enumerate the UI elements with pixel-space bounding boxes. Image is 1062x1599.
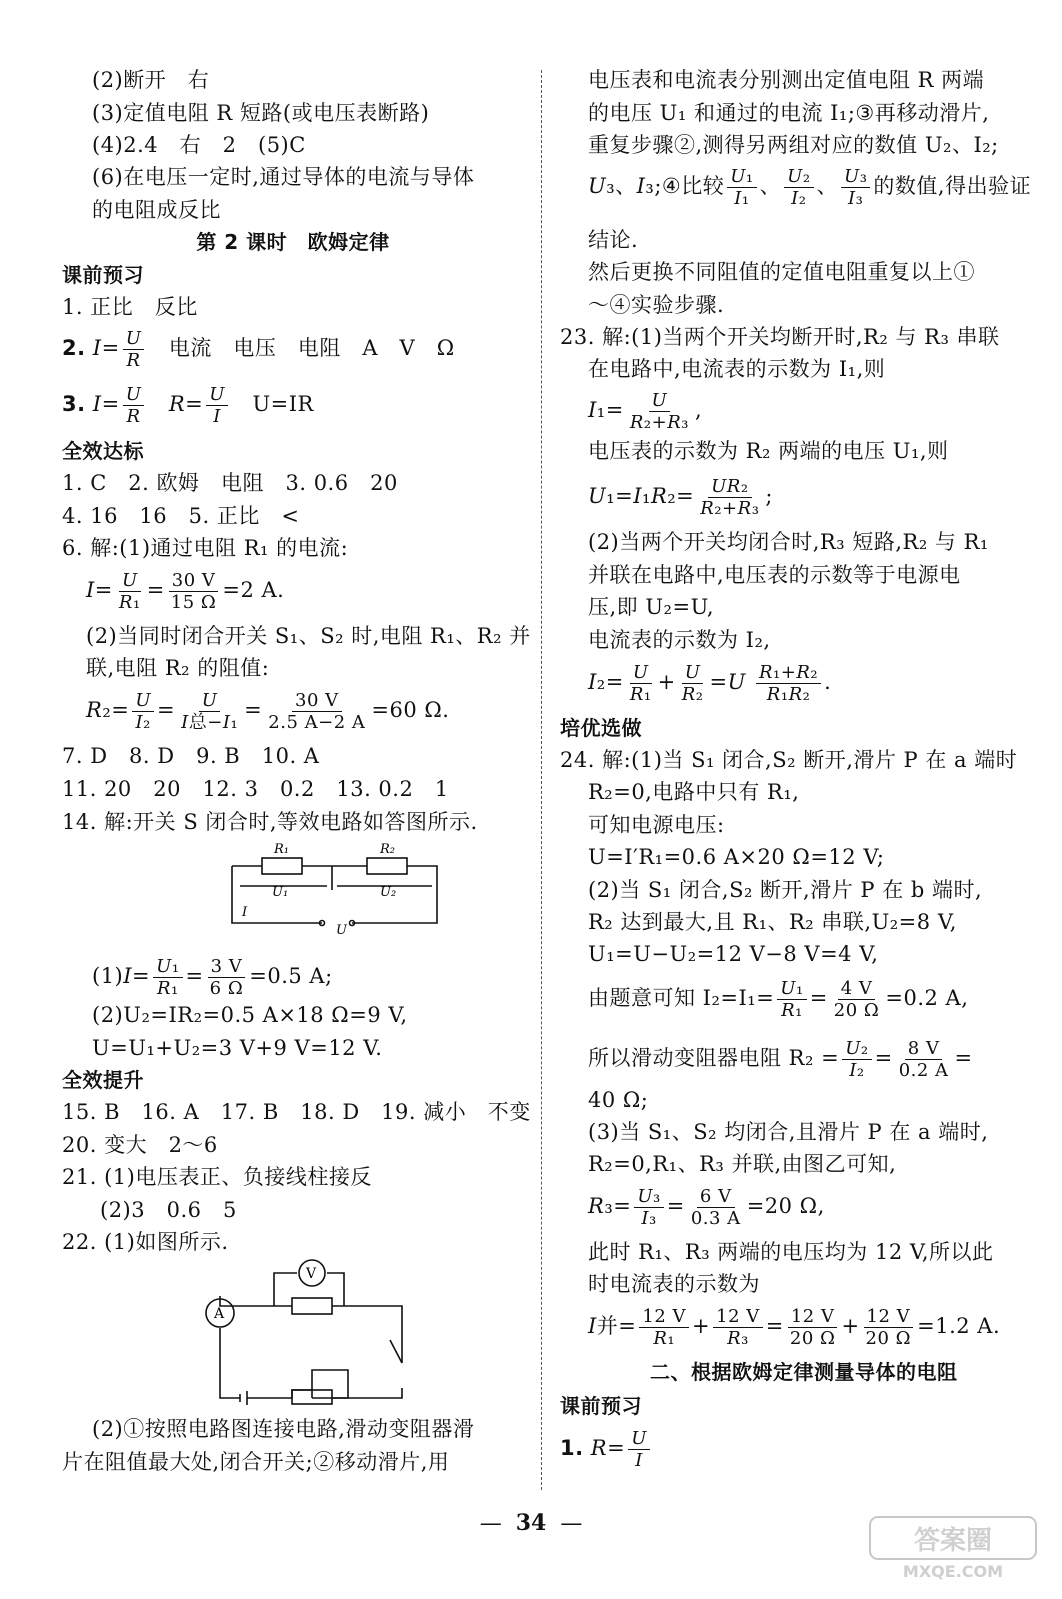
svg-text:R₁: R₁ [274, 842, 289, 857]
answer-line: 电流表的示数为 I₂, [588, 628, 771, 652]
answer-line: (3)定值电阻 R 短路(或电压表断路) [92, 101, 430, 125]
svg-text:答案圈: 答案圈 [913, 1526, 993, 1556]
formula-tail: =0.2 A, [885, 986, 969, 1010]
svg-text:U: U [336, 923, 347, 938]
svg-text:U₁: U₁ [272, 885, 289, 900]
answer-line: (2)当 S₁ 闭合,S₂ 断开,滑片 P 在 b 端时, [588, 878, 983, 902]
formula-tail: =0.5 A; [249, 964, 333, 988]
answer-line: 结论. [588, 228, 639, 252]
formula-tail: 电流 电压 电阻 A V Ω [168, 336, 455, 360]
formula-line: I₁= $\frac{U}{\text{R₂+R₃}}$ , [588, 390, 703, 433]
svg-text:I: I [242, 905, 248, 920]
answer-line: 在电路中,电流表的示数为 I₁,则 [588, 357, 886, 381]
answer-line: 24. 解:(1)当 S₁ 闭合,S₂ 断开,滑片 P 在 a 端时 [560, 748, 1018, 772]
answer-line: 11. 20 20 12. 3 0.2 13. 0.2 1 [62, 777, 449, 801]
formula-line: R₃= $\frac{\text{U₃}}{\text{I₃}}$ = $\frac{6 V}{0.3 A}$ =20 Ω, [588, 1186, 825, 1229]
formula-line: R₂= $\frac{U}{\text{I₂}}$ = $\frac{U}{\text{I总−I₁}}$ = $\frac{30 V}{2.5 A-2 A}$ =60 Ω. [86, 690, 450, 733]
answer-line: 6. 解:(1)通过电阻 R₁ 的电流: [62, 536, 349, 560]
column-divider [541, 70, 542, 1490]
answer-line: 4. 16 16 5. 正比 < [62, 504, 300, 528]
answer-line: 1. C 2. 欧姆 电阻 3. 0.6 20 [62, 471, 398, 495]
footer-dash: — [560, 1511, 583, 1536]
formula-line: I并= $\frac{12 V}{\text{R₁}}$ + $\frac{12 V}{\text{R₃}}$ = $\frac{12 V}{20 \Omega}$ + $\frac{12 V}{20 \Omega}$ =1.2 A. [588, 1306, 1001, 1349]
answer-line: R₂=0,R₁、R₃ 并联,由图乙可知, [588, 1152, 897, 1176]
answer-line: (2)①按照电路图连接电路,滑动变阻器滑 [92, 1417, 475, 1441]
answer-line: 23. 解:(1)当两个开关均断开时,R₂ 与 R₃ 串联 [560, 325, 1000, 349]
answer-line: (2)当两个开关均闭合时,R₃ 短路,R₂ 与 R₁ [588, 530, 989, 554]
formula-tail: =2 A. [222, 578, 285, 602]
heading-preview-2: 课前预习 [560, 1394, 642, 1418]
answer-line: U=I′R₁=0.6 A×20 Ω=12 V; [588, 845, 885, 869]
formula-tail: =20 Ω, [746, 1194, 825, 1218]
watermark-logo [868, 1513, 1038, 1583]
answer-line: 联,电阻 R₂ 的阻值: [86, 656, 270, 680]
formula-line: I₂= $\frac{U}{\text{R₁}}$ + $\frac{U}{\text{R₂}}$ =U $\frac{\text{R₁+R₂}}{\text{R₁R₂}}$ . [588, 662, 832, 705]
formula-line: 由题意可知 I₂=I₁= $\frac{\text{U₁}}{\text{R₁}}$ = $\frac{4 V}{20 \Omega}$ =0.2 A, [588, 978, 969, 1021]
formula-line: 2. I= $\frac{U}{R}$ 电流 电压 电阻 A V Ω [62, 328, 455, 371]
formula-tail: =1.2 A. [917, 1314, 1001, 1338]
answer-line: 此时 R₁、R₃ 两端的电压均为 12 V,所以此 [588, 1240, 994, 1264]
heading-preview: 课前预习 [62, 263, 144, 287]
answer-line: 重复步骤②,测得另两组对应的数值 U₂、I₂; [588, 133, 999, 157]
answer-line: 时电流表的示数为 [588, 1272, 760, 1296]
answer-line: ～④实验步骤. [588, 293, 725, 317]
formula-line: (1)I= $\frac{\text{U₁}}{\text{R₁}}$ = $\frac{3 V}{6 \Omega}$ =0.5 A; [92, 956, 333, 999]
heading-up: 全效提升 [62, 1068, 144, 1092]
answer-line: 然后更换不同阻值的定值电阻重复以上① [588, 260, 975, 284]
formula-tail: U=IR [252, 392, 314, 416]
answer-line: (2)当同时闭合开关 S₁、S₂ 时,电阻 R₁、R₂ 并 [86, 624, 531, 648]
formula-line: U₁=I₁R₂= $\frac{\text{UR₂}}{\text{R₂+R₃}}$ ; [588, 476, 773, 519]
answer-line: (2)断开 右 [92, 68, 210, 92]
answer-line: U=U₁+U₂=3 V+9 V=12 V. [92, 1036, 383, 1060]
formula-line: U₃、I₃;④比较 $\frac{\text{U₁}}{\text{I₁}}$ 、 $\frac{\text{U₂}}{\text{I₂}}$ 、 $\frac{\text{U₃}}{\text{I₃}}$ 的数值,得出验证 [588, 166, 1032, 209]
section-title: 第 2 课时 欧姆定律 [196, 230, 390, 254]
answer-line: 的电压 U₁ 和通过的电流 I₁;③再移动滑片, [588, 101, 990, 125]
footer-dash: — [479, 1511, 502, 1536]
formula-line: 3. I= $\frac{U}{R}$ R= $\frac{U}{I}$ U=IR [62, 384, 314, 427]
answer-line: 7. D 8. D 9. B 10. A [62, 744, 320, 768]
answer-line: R₂ 达到最大,且 R₁、R₂ 串联,U₂=8 V, [588, 910, 957, 934]
formula-head: 由题意可知 I₂=I₁= [588, 986, 775, 1010]
formula-head: 所以滑动变阻器电阻 R₂ = [588, 1046, 840, 1070]
answer-line: R₂=0,电路中只有 R₁, [588, 780, 800, 804]
answer-line: 并联在电路中,电压表的示数等于电源电 [588, 563, 961, 587]
svg-text:U₂: U₂ [380, 885, 397, 900]
answer-line: (6)在电压一定时,通过导体的电流与导体 [92, 165, 475, 189]
svg-text:MXQE.COM: MXQE.COM [902, 1562, 1004, 1581]
series-circuit-diagram [222, 838, 452, 938]
answer-line: 22. (1)如图所示. [62, 1230, 229, 1254]
answer-line: 电压表的示数为 R₂ 两端的电压 U₁,则 [588, 439, 949, 463]
svg-text:R₂: R₂ [380, 842, 395, 857]
formula-line: I= $\frac{U}{\text{R₁}}$ = $\frac{30 V}{15 \Omega}$ =2 A. [86, 570, 285, 613]
answer-line: (4)2.4 右 2 (5)C [92, 133, 306, 157]
page-number: 34 [515, 1510, 547, 1536]
answer-line: (2)3 0.6 5 [100, 1198, 237, 1222]
svg-text:A: A [214, 1306, 225, 1322]
svg-text:V: V [306, 1266, 317, 1282]
answer-line: 可知电源电压: [588, 813, 725, 837]
answer-line: 压,即 U₂=U, [588, 595, 715, 619]
section-title-2: 二、根据欧姆定律测量导体的电阻 [650, 1360, 958, 1384]
answer-line: 21. (1)电压表正、负接线柱接反 [62, 1165, 372, 1189]
answer-line: 的电阻成反比 [92, 198, 221, 222]
answer-line: 20. 变大 2～6 [62, 1133, 218, 1157]
formula-tail: 的数值,得出验证 [873, 174, 1032, 198]
heading-all: 全效达标 [62, 439, 144, 463]
answer-line: U₁=U−U₂=12 V−8 V=4 V, [588, 942, 879, 966]
answer-line: 14. 解:开关 S 闭合时,等效电路如答图所示. [62, 810, 478, 834]
formula-tail: =60 Ω. [371, 698, 450, 722]
answer-line: 40 Ω; [588, 1088, 649, 1112]
formula-line: 1. R= $\frac{U}{I}$ [560, 1428, 653, 1471]
answer-line: (3)当 S₁、S₂ 均闭合,且滑片 P 在 a 端时, [588, 1120, 989, 1144]
answer-line: 15. B 16. A 17. B 18. D 19. 减小 不变 [62, 1100, 531, 1124]
measurement-circuit-diagram [202, 1258, 422, 1408]
answer-line: 电压表和电流表分别测出定值电阻 R 两端 [588, 68, 985, 92]
answer-line: (2)U₂=IR₂=0.5 A×18 Ω=9 V, [92, 1003, 408, 1027]
formula-line: 所以滑动变阻器电阻 R₂ = $\frac{\text{U₂}}{\text{I₂}}$ = $\frac{8 V}{0.2 A}$ = [588, 1038, 973, 1081]
answer-line: 1. 正比 反比 [62, 295, 198, 319]
answer-line: 片在阻值最大处,闭合开关;②移动滑片,用 [62, 1450, 450, 1474]
heading-pei: 培优选做 [560, 716, 642, 740]
